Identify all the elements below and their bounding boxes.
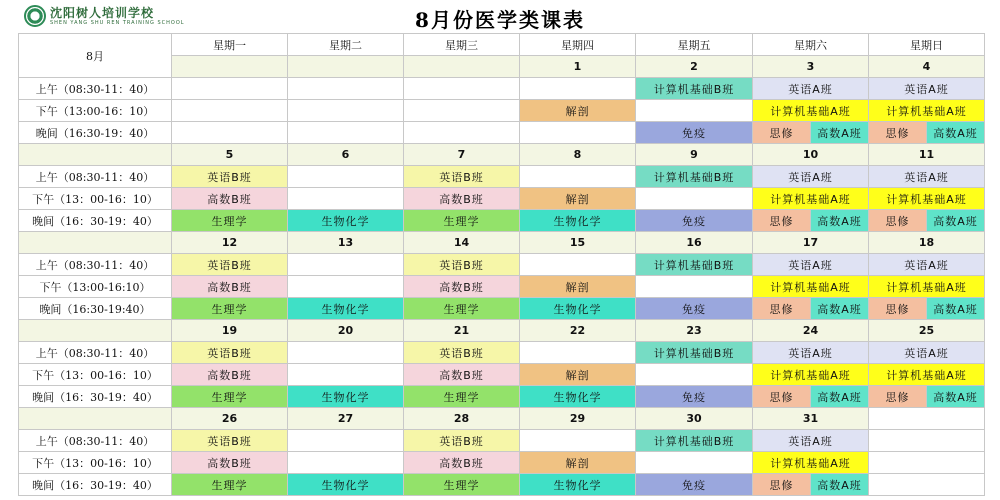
date-number: 28 [404,408,520,430]
course-cell: 免疫 [636,122,753,144]
session-row-am [19,78,985,100]
session-row-pm [19,188,985,210]
date-number: 15 [520,232,636,254]
session-time-label: 上午（08:30-11：40） [19,166,172,188]
course-cell: 生理学 [404,210,520,232]
course-name: 思修 [753,122,810,143]
course-cell [520,254,636,276]
date-number: 8 [520,144,636,166]
course-cell: 生理学 [172,210,288,232]
course-cell-split [753,122,869,144]
course-cell: 英语A班 [753,78,869,100]
course-cell: 生理学 [404,386,520,408]
course-cell [520,78,636,100]
date-number: 20 [288,320,404,342]
course-cell: 计算机基础A班 [753,364,869,386]
course-cell [288,122,404,144]
date-number: 1 [520,56,636,78]
course-cell: 计算机基础A班 [869,188,985,210]
course-cell [520,342,636,364]
split-course-wrap [753,386,868,407]
date-number: 4 [869,56,985,78]
course-cell: 计算机基础A班 [753,276,869,298]
date-number: 26 [172,408,288,430]
date-number: 31 [753,408,869,430]
course-cell [172,78,288,100]
date-number: 11 [869,144,985,166]
weekday-header: 星期三 [404,34,520,56]
date-number: 29 [520,408,636,430]
school-subtitle: SHEN YANG SHU REN TRAINING SCHOOL [50,20,185,26]
course-cell: 生物化学 [288,210,404,232]
course-cell: 英语B班 [172,166,288,188]
session-row-eve [19,122,985,144]
date-number: 12 [172,232,288,254]
course-cell: 英语B班 [404,254,520,276]
date-row [19,408,985,430]
course-cell: 生物化学 [520,474,636,496]
course-cell: 英语A班 [869,342,985,364]
course-cell: 英语B班 [172,342,288,364]
course-name: 高数A班 [926,386,984,407]
course-name: 高数A班 [810,386,868,407]
course-cell: 生理学 [172,298,288,320]
date-row-spacer [19,408,172,430]
course-cell: 计算机基础A班 [869,100,985,122]
course-cell [869,474,985,496]
weekday-header: 星期一 [172,34,288,56]
session-row-am [19,254,985,276]
course-name: 思修 [753,386,810,407]
course-cell: 解剖 [520,188,636,210]
course-cell: 生理学 [404,298,520,320]
course-name: 高数A班 [810,298,868,319]
course-name: 高数A班 [810,122,868,143]
course-cell: 计算机基础B班 [636,78,753,100]
course-cell [288,78,404,100]
session-row-eve [19,474,985,496]
weekday-header: 星期五 [636,34,753,56]
course-cell: 计算机基础A班 [869,276,985,298]
date-number: 3 [753,56,869,78]
course-cell [869,430,985,452]
course-cell [288,430,404,452]
course-cell [404,100,520,122]
course-cell: 生物化学 [288,474,404,496]
course-name: 思修 [869,122,926,143]
session-row-eve [19,386,985,408]
date-number: 7 [404,144,520,166]
course-cell-split [753,386,869,408]
course-cell: 高数B班 [404,188,520,210]
course-name: 思修 [753,474,810,495]
month-label: 8月 [19,34,172,78]
course-cell [288,452,404,474]
course-cell: 计算机基础A班 [753,452,869,474]
session-time-label: 下午（13：00-16：10） [19,364,172,386]
split-course-wrap [753,474,868,495]
course-cell: 英语A班 [753,254,869,276]
course-cell: 生物化学 [288,298,404,320]
course-cell: 英语A班 [869,78,985,100]
course-name: 高数A班 [926,298,984,319]
session-time-label: 晚间（16：30-19：40） [19,386,172,408]
date-number: 18 [869,232,985,254]
course-cell: 计算机基础A班 [869,364,985,386]
course-name: 高数A班 [810,474,868,495]
date-number: 14 [404,232,520,254]
date-number: 6 [288,144,404,166]
session-time-label: 上午（08:30-11：40） [19,342,172,364]
course-cell: 计算机基础B班 [636,342,753,364]
course-cell: 免疫 [636,386,753,408]
date-number: 2 [636,56,753,78]
course-cell: 英语A班 [753,430,869,452]
weekday-header: 星期四 [520,34,636,56]
course-cell: 解剖 [520,364,636,386]
session-time-label: 下午（13：00-16：10） [19,452,172,474]
course-cell [520,166,636,188]
session-time-label: 上午（08:30-11：40） [19,78,172,100]
session-row-pm [19,276,985,298]
course-cell: 生物化学 [288,386,404,408]
date-number: 5 [172,144,288,166]
course-name: 思修 [753,298,810,319]
split-course-wrap [869,122,984,143]
schedule-table [18,33,985,496]
course-cell: 高数B班 [404,364,520,386]
course-cell: 高数B班 [172,188,288,210]
date-number [404,56,520,78]
course-cell: 解剖 [520,276,636,298]
session-time-label: 晚间（16:30-19：40） [19,122,172,144]
date-number: 13 [288,232,404,254]
date-number: 9 [636,144,753,166]
course-cell: 英语B班 [404,166,520,188]
date-number: 10 [753,144,869,166]
course-name: 思修 [869,298,926,319]
school-name: 沈阳树人培训学校 [50,6,155,20]
session-row-am [19,430,985,452]
session-time-label: 晚间（16：30-19：40） [19,474,172,496]
course-cell [172,100,288,122]
course-cell [288,254,404,276]
session-time-label: 上午（08:30-11：40） [19,254,172,276]
split-course-wrap [869,210,984,231]
course-cell [404,122,520,144]
course-cell-split [869,210,985,232]
session-time-label: 下午（13:00-16：10） [19,100,172,122]
page-header [0,0,1000,33]
date-number: 25 [869,320,985,342]
course-cell: 免疫 [636,210,753,232]
date-number: 27 [288,408,404,430]
session-row-am [19,342,985,364]
course-name: 思修 [753,210,810,231]
course-cell: 计算机基础B班 [636,430,753,452]
date-number: 21 [404,320,520,342]
course-cell: 英语A班 [753,166,869,188]
course-name: 高数A班 [926,122,984,143]
course-cell: 计算机基础B班 [636,166,753,188]
course-cell: 英语B班 [172,430,288,452]
date-number: 23 [636,320,753,342]
course-cell [636,364,753,386]
session-time-label: 晚间（16:30-19:40） [19,298,172,320]
course-cell [288,364,404,386]
weekday-header-row [19,34,985,56]
date-row [19,320,985,342]
course-cell: 英语A班 [869,166,985,188]
course-cell-split [753,474,869,496]
course-cell [520,122,636,144]
course-cell-split [869,298,985,320]
weekday-header: 星期日 [869,34,985,56]
date-row-spacer [19,144,172,166]
date-number: 16 [636,232,753,254]
course-cell: 免疫 [636,298,753,320]
course-cell: 高数B班 [172,364,288,386]
split-course-wrap [869,298,984,319]
course-cell [636,100,753,122]
date-number: 17 [753,232,869,254]
course-cell: 计算机基础A班 [753,188,869,210]
split-course-wrap [869,386,984,407]
course-cell [288,100,404,122]
page-title: 8月份医学类课表 [415,8,585,32]
session-row-eve [19,298,985,320]
course-cell: 英语B班 [404,430,520,452]
course-cell: 高数B班 [172,452,288,474]
weekday-header: 星期二 [288,34,404,56]
course-cell: 生理学 [172,474,288,496]
session-time-label: 下午（13:00-16:10） [19,276,172,298]
course-name: 思修 [869,386,926,407]
date-row-spacer [19,320,172,342]
course-cell: 生物化学 [520,210,636,232]
course-cell: 高数B班 [404,276,520,298]
split-course-wrap [753,210,868,231]
session-row-pm [19,364,985,386]
course-cell-split [753,210,869,232]
course-cell: 免疫 [636,474,753,496]
course-cell [288,276,404,298]
course-cell [288,342,404,364]
date-number: 22 [520,320,636,342]
course-cell [520,430,636,452]
date-number [288,56,404,78]
split-course-wrap [753,298,868,319]
course-cell [869,452,985,474]
session-row-am [19,166,985,188]
session-time-label: 上午（08:30-11：40） [19,430,172,452]
date-number: 24 [753,320,869,342]
course-name: 思修 [869,210,926,231]
course-cell-split [753,298,869,320]
course-cell: 生物化学 [520,386,636,408]
course-cell: 生物化学 [520,298,636,320]
course-cell: 高数B班 [404,452,520,474]
course-cell: 高数B班 [172,276,288,298]
session-row-pm [19,100,985,122]
course-cell [636,276,753,298]
weekday-header: 星期六 [753,34,869,56]
course-cell-split [869,122,985,144]
session-row-eve [19,210,985,232]
course-cell: 英语B班 [404,342,520,364]
course-cell-split [869,386,985,408]
course-cell: 计算机基础B班 [636,254,753,276]
course-cell [288,166,404,188]
course-cell [636,452,753,474]
date-row [19,232,985,254]
course-name: 高数A班 [810,210,868,231]
course-cell [636,188,753,210]
date-number [869,408,985,430]
date-number: 30 [636,408,753,430]
session-row-pm [19,452,985,474]
course-cell: 生理学 [404,474,520,496]
course-cell: 英语A班 [869,254,985,276]
course-cell: 英语B班 [172,254,288,276]
split-course-wrap [753,122,868,143]
course-cell [404,78,520,100]
course-cell [288,188,404,210]
course-cell: 计算机基础A班 [753,100,869,122]
course-name: 高数A班 [926,210,984,231]
session-time-label: 晚间（16：30-19：40） [19,210,172,232]
course-cell: 解剖 [520,100,636,122]
course-cell: 生理学 [172,386,288,408]
date-row-spacer [19,232,172,254]
session-time-label: 下午（13：00-16：10） [19,188,172,210]
date-row [19,144,985,166]
course-cell [172,122,288,144]
course-cell: 英语A班 [753,342,869,364]
course-cell: 解剖 [520,452,636,474]
date-number: 19 [172,320,288,342]
date-number [172,56,288,78]
